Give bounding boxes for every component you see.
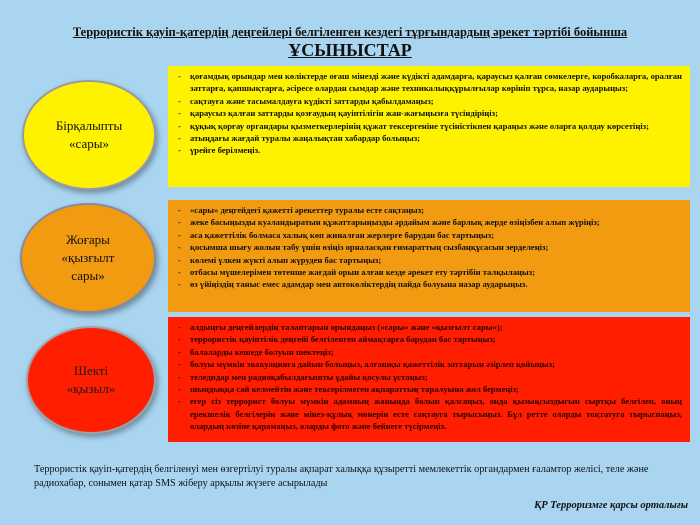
- list-item: - қараусыз қалған заттарды қозғаудың қауіптілігін жан-жағыңызға түсіндіріңіз;: [176, 107, 682, 119]
- list-item: - «сары» деңгейдегі қажетті әрекеттер туралы есте сақтаңыз;: [176, 204, 682, 216]
- level-panel-yellow: [168, 66, 690, 187]
- level-panel-orange: [168, 200, 690, 312]
- list-item: - құқық қорғау органдары қызметкерлерінің құжат тексергеніне түсіністікпен қараңыз және оларға қолдау көрсетіңіз;: [176, 120, 682, 132]
- list-item: - болуы мүмкін эвакуацияға дайын болыңыз, алғашқы қажеттілік заттарын әзірлеп қойыңыз;: [176, 358, 682, 370]
- list-item: - балаларды кешеде болуын шектеңіз;: [176, 346, 682, 358]
- list-item: - теледидар мен радиоқабылдағышты ұдайы қосулы ұстаңыз;: [176, 371, 682, 383]
- signature: ҚР Терроризмге қарсы орталығы: [534, 500, 688, 511]
- page-title: Террористік қауіп-қатердің деңгейлері белгіленген кездегі тұрғындардың әрекет тәртібі бойынша: [72, 25, 628, 39]
- list-item: - қосымша шығу жолын табу үшін өзіңіз орналасқан ғимараттың сызбаңқұсасын зерделеңіз;: [176, 241, 682, 253]
- list-item: - террористік қауіптілік деңгейі белгіленген аймақтарға барудан бас тартыңыз;: [176, 333, 682, 345]
- list-item: - егер сіз террорист болуы мүмкін адамның жанында болып қалсаңыз, онда қызықсыздығын сыртқы белгілеп, оның ерекшелік белгілерін және мінез-құлық мөнерін есте сақтауға тырысыңыз. Бұл ретте оларды тоқтатуға тырыспаңыз, олардың көзіне қарамаңыз, оларды фото және бейнеге түсірмеңіз.: [176, 395, 682, 432]
- list-item: - шыңдыққа сай келмейтін және тексерілмеген ақпараттың таралуына жол бермеңіз;: [176, 383, 682, 395]
- level-panel-red: [168, 317, 690, 442]
- footer-note: Террористік қауіп-қатердің белгіленуі мен өзгертілуі туралы ақпарат халыққа құзыретті мемлекеттік органдармен ғаламтор желісі, теле және радиохабар, сонымен қатар SMS жіберу арқылы жүзеге асырылады: [34, 464, 649, 489]
- list-item: - атыңдағы жағдай туралы жаңалықтан хабардар болыңыз;: [176, 132, 682, 144]
- list-item: - өз үйіңіздің таныс емес адамдар мен автокөліктердің пайда болуына назар аударыңыз.: [176, 278, 682, 290]
- list-item: - алдыңғы деңгейлердің талаптарын орындаңыз («сары» және «қызғылт сары»);: [176, 321, 682, 333]
- list-item: - үрейге берілмеңіз.: [176, 144, 682, 156]
- list-item: - аса қажеттілік болмаса халық көп жиналған жерлерге барудан бас тартыңыз;: [176, 229, 682, 241]
- list-item: - қоғамдық орындар мен көліктерде оғаш мінезді және күдікті адамдарға, қараусыз қалған сөмкелерге, коробкаларға, оралған заттарға, қапшықтарға, әсіресе олардан сымдар және техникалыққұрылғылар көрініп тұрса, назар аударыңыз;: [176, 70, 682, 95]
- list-item: - көлемі үлкен жүкті алып жүруден бас тартыңыз;: [176, 254, 682, 266]
- level-badge-red: Шекті «қызыл»: [26, 326, 156, 434]
- level-badge-yellow: Бірқалыпты «сары»: [22, 80, 156, 190]
- list-item: - сақтауға және тасымалдауға күдікті заттарды қабылдамаңыз;: [176, 95, 682, 107]
- list-item: - отбасы мүшелерімен төтенше жағдай орын алған кезде әрекет ету тәртібін талқылаңыз;: [176, 266, 682, 278]
- list-item: - жеке басыңызды куәландыратын құжаттарыңызды әрдайым және барлық жерде өзіңізбен алып жүріңіз;: [176, 216, 682, 228]
- page-subtitle: ҰСЫНЫСТАР: [288, 40, 412, 60]
- level-badge-orange: Жоғары «қызғылт сары»: [20, 203, 156, 313]
